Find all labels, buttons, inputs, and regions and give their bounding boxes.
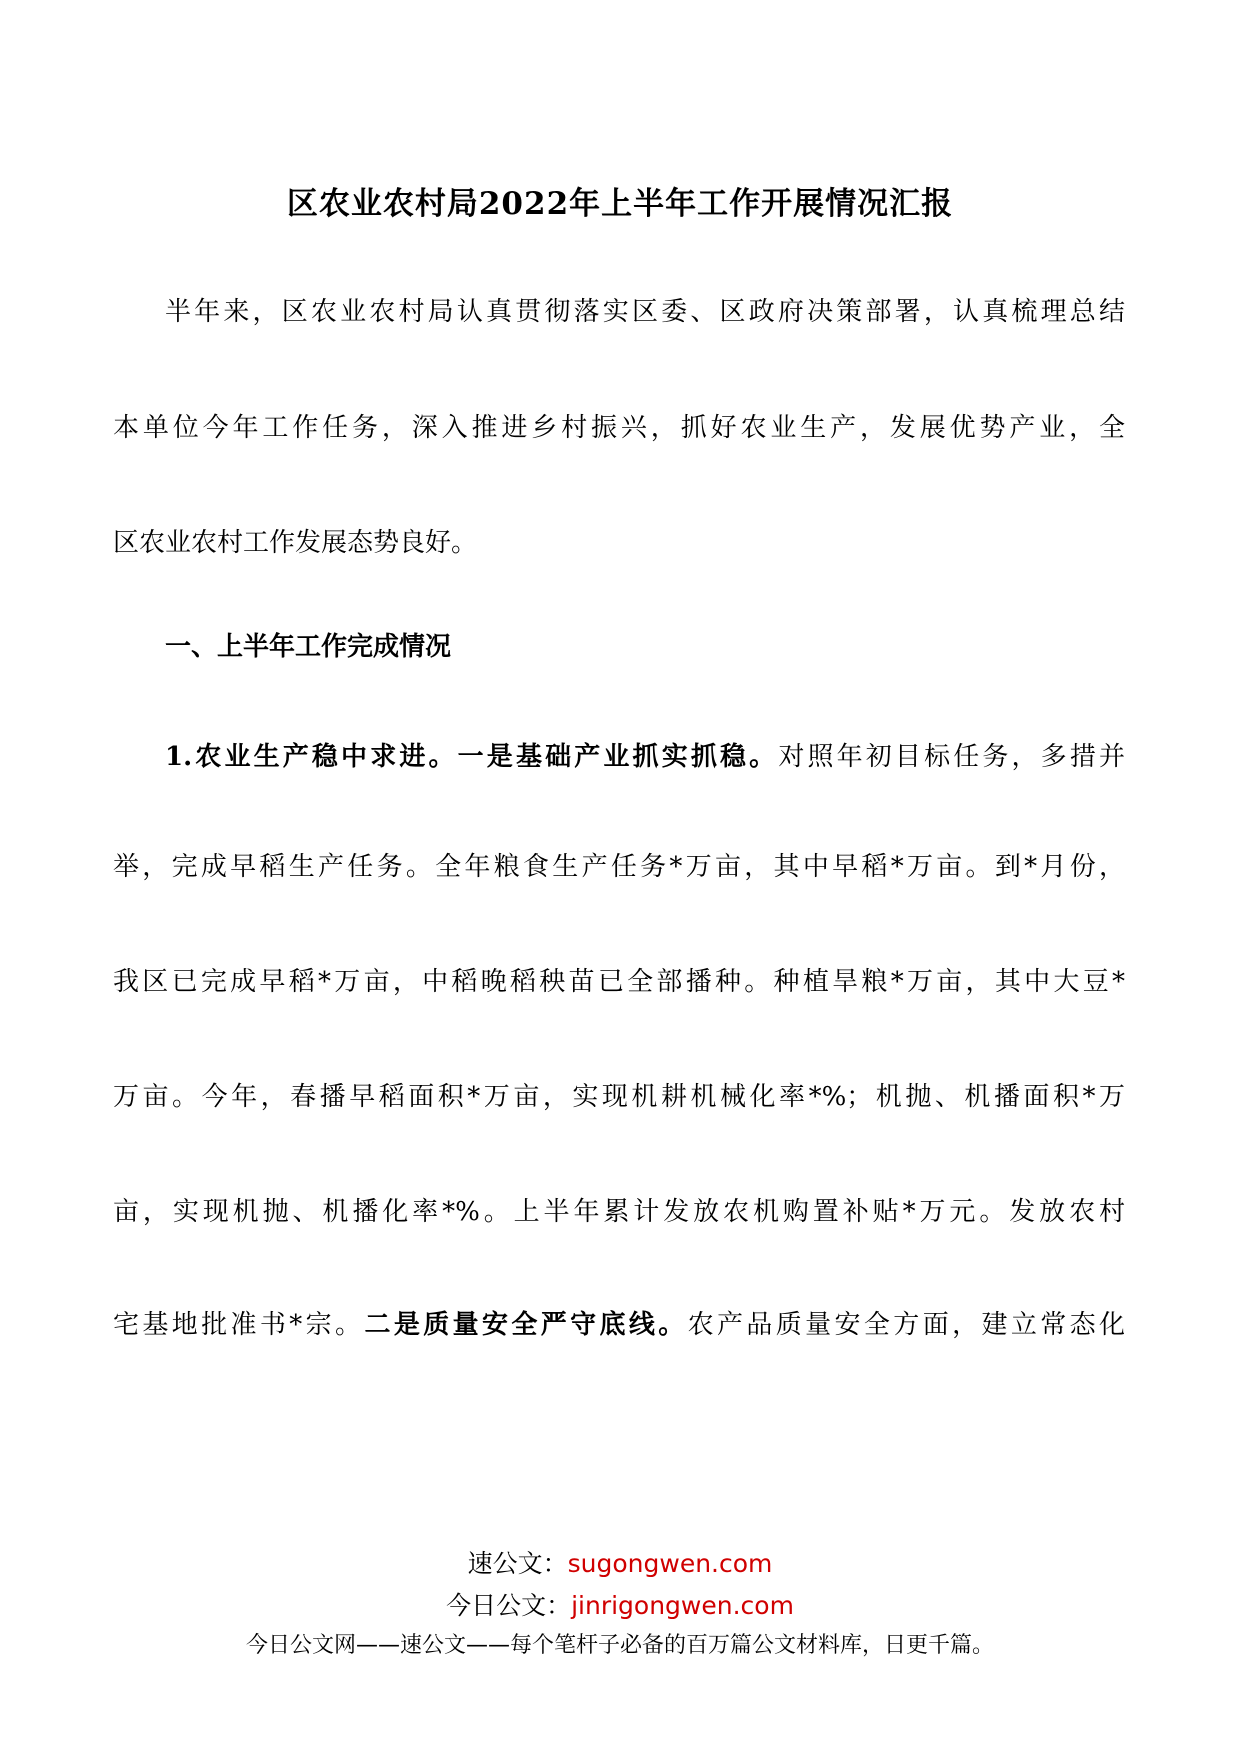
item1-line-3: 我区已完成早稻*万亩，中稻晚稻秧苗已全部播种。种植旱粮*万亩，其中大豆* [113,967,1125,997]
footer-label-1: 速公文： [467,1549,568,1578]
item1-line-6 [113,1305,1125,1345]
intro-line-3: 区农业农村工作发展态势良好。 [113,528,478,558]
item1-line-2: 举，完成早稻生产任务。全年粮食生产任务*万亩，其中早稻*万亩。到*月份， [113,852,1125,882]
document-title: 区农业农村局2022年上半年工作开展情况汇报 [286,186,954,222]
footer-line-2 [0,1586,1240,1622]
footer-label-2: 今日公文： [446,1591,572,1620]
intro-line-2: 本单位今年工作任务，深入推进乡村振兴，抓好农业生产，发展优势产业，全 [113,413,1125,443]
item1-line-5: 亩，实现机抛、机播化率*%。上半年累计发放农机购置补贴*万元。发放农村 [113,1197,1125,1227]
footer-tagline: 今日公文网——速公文——每个笔杆子必备的百万篇公文材料库，日更千篇。 [245,1633,994,1658]
item1-line6-text-a: 宅基地批准书*宗。 [113,1310,365,1340]
item1-line6-bold: 二是质量安全严守底线。 [364,1310,688,1340]
item1-bold-lead: 1.农业生产稳中求进。一是基础产业抓实抓稳。 [165,742,779,772]
footer-line-1 [0,1544,1240,1580]
item1-line6-text-b: 农产品质量安全方面，建立常态化 [687,1310,1125,1340]
item1-line-4: 万亩。今年，春播早稻面积*万亩，实现机耕机械化率*%；机抛、机播面积*万 [113,1082,1125,1112]
item1-line1-text: 对照年初目标任务，多措并 [778,742,1125,772]
footer-link-sugongwen[interactable]: sugongwen.com [567,1549,773,1578]
item1-line-1 [165,737,1125,777]
footer-link-jinrigongwen[interactable]: jinrigongwen.com [571,1591,794,1620]
intro-line-1: 半年来，区农业农村局认真贯彻落实区委、区政府决策部署，认真梳理总结 [165,297,1125,327]
section-heading-1: 一、上半年工作完成情况 [165,632,452,662]
